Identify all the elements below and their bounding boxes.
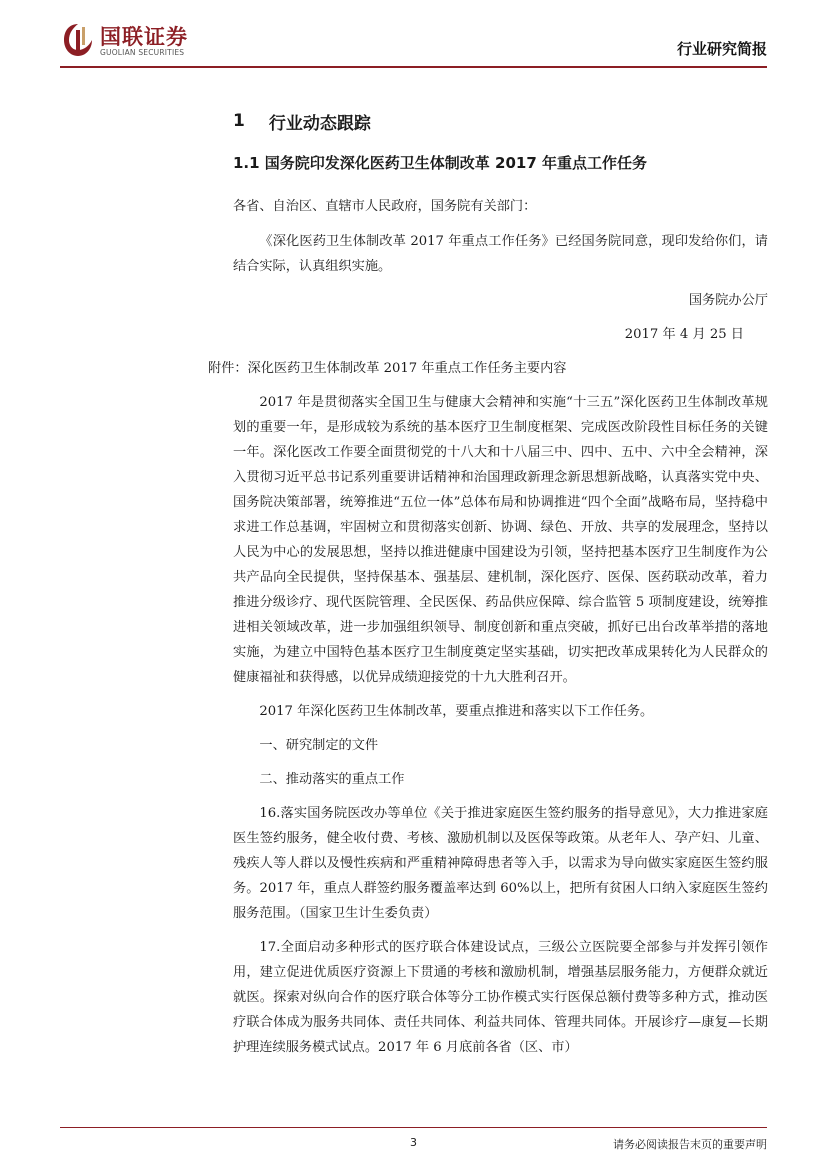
header-divider [60,66,767,68]
brand-name-cn: 国联证券 [100,25,188,49]
list-item-key-work [233,767,768,792]
page-footer [60,1127,767,1151]
paragraph-1-text: 2017 年是贯彻落实全国卫生与健康大会精神和实施“十三五”深化医药卫生体制改革规划的重要一年，是形成较为系统的基本医疗卫生制度框架、完成医改阶段性目标任务的关键一年。深化医改工作要全面贯彻党的十八大和十八届三中、四中、五中、六中全会精神，深入贯彻习近平总书记系列重要讲话精神和治国理政新理念新思想新战略，认真落实党中央、国务院决策部署，统筹推进“五位一体”总体布局和协调推进“四个全面”战略布局，坚持稳中求进工作总基调，牢固树立和贯彻落实创新、协调、绿色、开放、共享的发展理念，坚持以人民为中心的发展思想，坚持以推进健康中国建设为引领，坚持把基本医疗卫生制度作为公共产品向全民提供，坚持保基本、强基层、建机制，深化医疗、医保、医药联动改革，着力推进分级诊疗、现代医院管理、全民医保、药品供应保障、综合监管 5 项制度建设，统筹推进相关领域改革，进一步加强组织领导、制度创新和重点突破，抓好已出台改革举措的落地实施，为建立中国特色基本医疗卫生制度奠定坚实基础，切实把改革成果转化为人民群众的健康福祉和获得感，以优异成绩迎接党的十九大胜利召开。 [233,395,768,685]
page-number: 3 [410,1136,417,1149]
list-item-documents [233,733,768,758]
body-paragraph-16 [233,801,768,926]
attachment-line [208,356,768,381]
section-heading [233,108,768,134]
body-paragraph-17 [233,935,768,1060]
paragraph-2-text: 2017 年深化医药卫生体制改革，要重点推进和落实以下工作任务。 [259,704,654,719]
subsection-heading: 1.1 国务院印发深化医药卫生体制改革 2017 年重点工作任务 [233,154,647,172]
body-paragraph-2 [233,699,768,724]
date-line [233,322,768,347]
notice-paragraph [233,229,768,279]
guolian-logo-icon [62,22,94,58]
body-paragraph-1 [233,390,768,690]
paragraph-16-text: 16.落实国务院医改办等单位《关于推进家庭医生签约服务的指导意见》，大力推进家庭医生签约服务，健全收付费、考核、激励机制以及医保等政策。从老年人、孕产妇、儿童、残疾人等人群以及慢性疾病和严重精神障碍患者等入手，以需求为导向做实家庭医生签约服务。2017 年，重点人群签约服务覆盖率达到 60%以上，把所有贫困人口纳入家庭医生签约服务范围。（国家卫生计生委负责） [233,806,768,921]
report-type-label: 行业研究简报 [676,40,767,58]
issuer-line [233,288,768,313]
paragraph-17-text: 17.全面启动多种形式的医疗联合体建设试点，三级公立医院要全部参与并发挥引领作用，建立促进优质医疗资源上下贯通的考核和激励机制，增强基层服务能力，方便群众就近就医。探索对纵向合作的医疗联合体等分工协作模式实行医保总额付费等多种方式，推动医疗联合体成为服务共同体、责任共同体、利益共同体、管理共同体。开展诊疗—康复—长期护理连续服务模式试点。2017 年 6 月底前各省（区、市） [233,940,768,1055]
brand-logo [60,18,230,62]
page-header [60,18,767,66]
item-2-text: 二、推动落实的重点工作 [259,772,405,787]
footer-disclaimer: 请务必阅读报告末页的重要声明 [613,1138,767,1151]
attachment-text: 附件：深化医药卫生体制改革 2017 年重点工作任务主要内容 [208,361,567,376]
salutation-text: 各省、自治区、直辖市人民政府，国务院有关部门： [233,199,537,214]
salutation [233,194,768,219]
main-content [208,108,768,1060]
issuer-text: 国务院办公厅 [688,293,768,308]
notice-text: 《深化医药卫生体制改革 2017 年重点工作任务》已经国务院同意，现印发给你们，请结合实际，认真组织实施。 [233,234,768,274]
brand-name-en: GUOLIAN SECURITIES [100,48,185,57]
section-title: 行业动态跟踪 [268,113,371,134]
section-number: 1 [233,111,245,131]
item-1-text: 一、研究制定的文件 [259,738,379,753]
date-text: 2017 年 4 月 25 日 [624,327,744,342]
